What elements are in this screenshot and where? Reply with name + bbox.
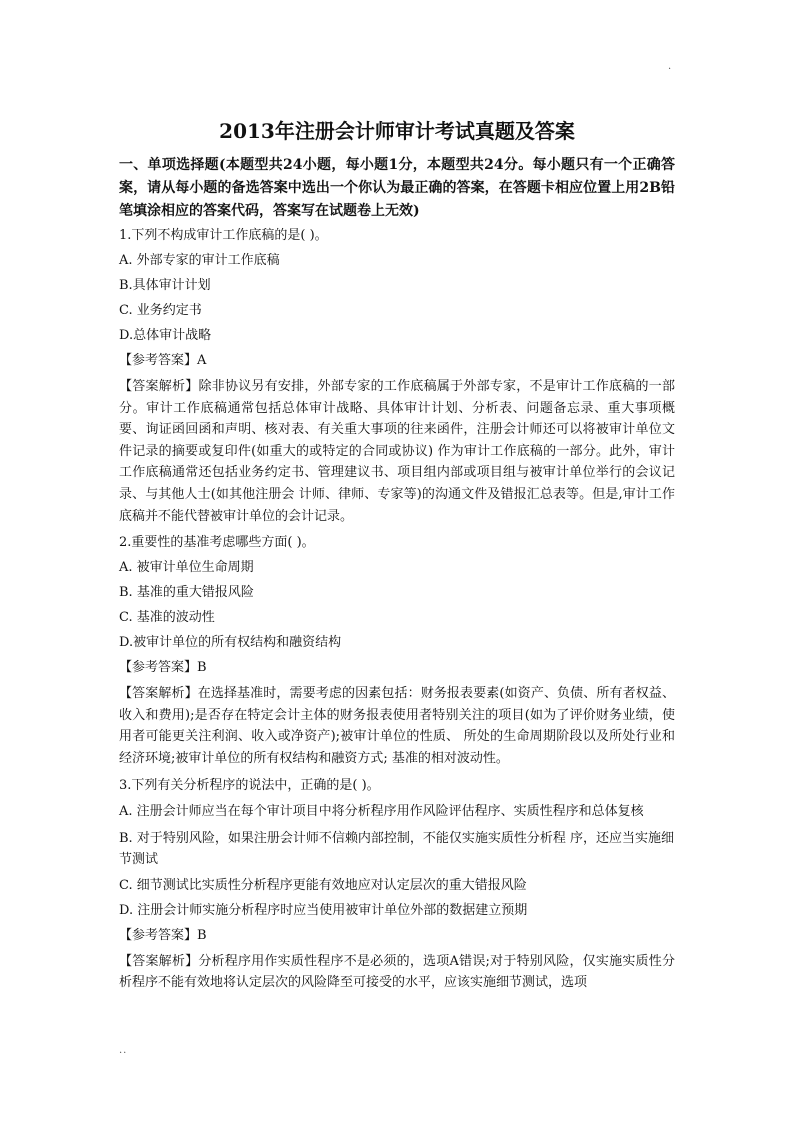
question-1-option-c: C. 业务约定书 bbox=[119, 303, 202, 318]
page-title: 2013年注册会计师审计考试真题及答案 bbox=[219, 119, 575, 143]
section-heading: 一、单项选择题(本题型共24小题，每小题1分，本题型共24分。每小题只有一个正确答案，请从每小题的备选答案中选出一个你认为最正确的答案，在答题卡相应位置上用2B铅笔填涂相应的答案代码，答案写在试题卷上无效) bbox=[119, 157, 675, 219]
question-3-analysis: 【答案解析】分析程序用作实质性程序不是必须的，选项A错误;对于特别风险，仅实施实质性分析程序不能有效地将认定层次的风险降至可接受的水平，应该实施细节测试，选项 bbox=[119, 953, 675, 991]
question-1-option-b: B.具体审计计划 bbox=[119, 278, 211, 293]
question-2-analysis: 【答案解析】在选择基准时，需要考虑的因素包括：财务报表要素(如资产、负债、所有者权益、收入和费用);是否存在特定会计主体的财务报表使用者特别关注的项目(如为了评价财务业绩，使用者可能更关注利润、收入或净资产);被审计单位的性质、 所处的生命周期阶段以及所处行业和经济环境;被审计单位的所有权结构和融资方式; 基准的相对波动性。 bbox=[119, 686, 675, 766]
question-2-option-c: C. 基准的波动性 bbox=[119, 610, 215, 626]
question-2-option-a: A. 被审计单位生命周期 bbox=[119, 560, 254, 576]
question-3-answer: 【参考答案】B bbox=[119, 927, 207, 943]
question-3-option-c: C. 细节测试比实质性分析程序更能有效地应对认定层次的重大错报风险 bbox=[119, 877, 527, 893]
question-3-option-d: D. 注册会计师实施分析程序时应当使用被审计单位外部的数据建立预期 bbox=[119, 902, 528, 918]
question-3-option-b: B. 对于特别风险，如果注册会计师不信赖内部控制，不能仅实施实质性分析程 序，还应当实施细节测试 bbox=[119, 830, 674, 867]
question-2-answer: 【参考答案】B bbox=[119, 660, 207, 676]
bottom-left-mark: .. bbox=[119, 1045, 128, 1056]
question-3-stem: 3.下列有关分析程序的说法中，正确的是( )。 bbox=[119, 777, 380, 793]
top-right-mark: . bbox=[668, 61, 672, 72]
question-2-option-d: D.被审计单位的所有权结构和融资结构 bbox=[119, 635, 342, 651]
question-1-answer: 【参考答案】A bbox=[119, 353, 207, 368]
question-1-option-d: D.总体审计战略 bbox=[119, 328, 212, 343]
question-1-stem: 1.下列不构成审计工作底稿的是( )。 bbox=[119, 228, 328, 243]
question-2-option-b: B. 基准的重大错报风险 bbox=[119, 585, 254, 601]
question-2-stem: 2.重要性的基准考虑哪些方面( )。 bbox=[119, 535, 315, 551]
question-3-option-a: A. 注册会计师应当在每个审计项目中将分析程序用作风险评估程序、实质性程序和总体复核 bbox=[119, 803, 644, 819]
question-1-analysis: 【答案解析】除非协议另有安排，外部专家的工作底稿属于外部专家，不是审计工作底稿的一部分。审计工作底稿通常包括总体审计战略、具体审计计划、分析表、问题备忘录、重大事项概要、询证函回函和声明、核对表、有关重大事项的往来函件，注册会计师还可以将被审计单位文件记录的摘要或复印件(如重大的或特定的合同或协议) 作为审计工作底稿的一部分。此外，审计工作底稿通常还包括业务约定书、管理建议书、项目组内部或项目组与被审计单位举行的会议记录、与其他人士(如其他注册会 计师、律师、专家等)的沟通文件及错报汇总表等。但是,审计工作底稿并不能代替被审计单位的会计记录。 bbox=[119, 379, 675, 524]
document-content bbox=[119, 118, 675, 1000]
question-1-option-a: A. 外部专家的审计工作底稿 bbox=[119, 253, 280, 268]
